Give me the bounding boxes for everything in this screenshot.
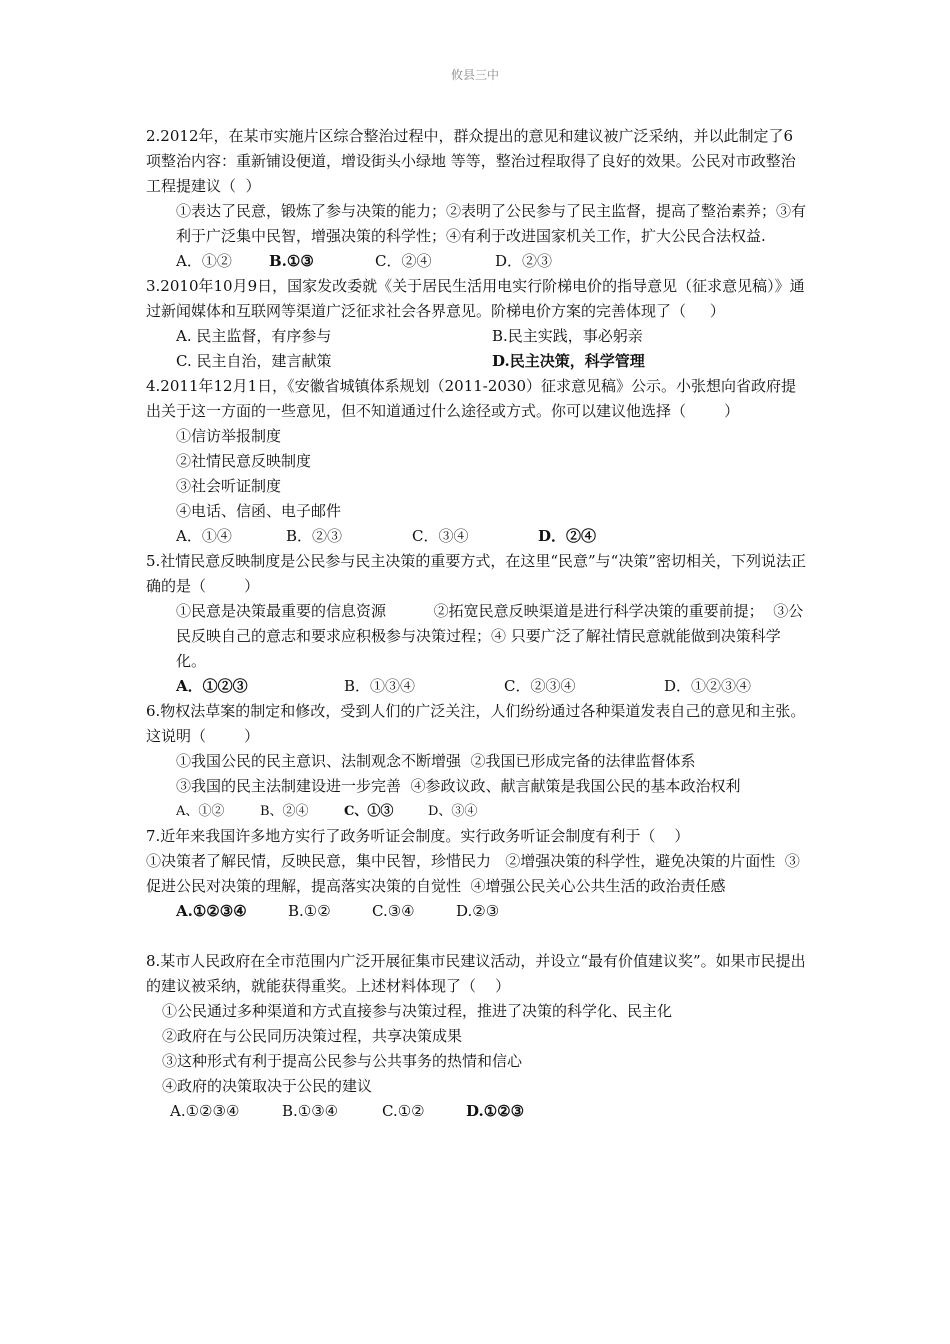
q6-items-line1: ①我国公民的民主意识、法制观念不断增强 ②我国已形成完备的法律监督体系: [176, 752, 696, 770]
q7-options: [146, 899, 808, 924]
q4-option-c[interactable]: C．③④: [412, 527, 469, 545]
q7-option-c[interactable]: C.③④: [372, 902, 415, 920]
q3-option-c[interactable]: C. 民主自治，建言献策: [176, 352, 332, 370]
q4-item-4: ④电话、信函、电子邮件: [176, 502, 342, 520]
q6-option-d[interactable]: D、③④: [428, 804, 478, 819]
q8-option-d[interactable]: D.①②③: [466, 1102, 525, 1120]
q5-items: ①民意是决策最重要的信息资源 ②拓宽民意反映渠道是进行科学决策的重要前提； ③公民反映自己的意志和要求应积极参与决策过程；④ 只要广泛了解社情民意就能做到决策科学化。: [176, 602, 804, 670]
q6-option-c[interactable]: C、①③: [344, 804, 394, 819]
q4-stem: 4.2011年12月1日，《安徽省城镇体系规划（2011-2030）征求意见稿》公示。小张想向省政府提出关于这一方面的一些意见，但不知道通过什么途径或方式。你可以建议他选择（ ）: [146, 377, 797, 420]
q6-option-b[interactable]: B、②④: [260, 804, 309, 819]
q6-items-line2: ③我国的民主法制建设进一步完善 ④参政议政、献言献策是我国公民的基本政治权利: [176, 777, 741, 795]
q7-items: ①决策者了解民情，反映民意，集中民智，珍惜民力 ②增强决策的科学性，避免决策的片面性 ③促进公民对决策的理解，提高落实决策的自觉性 ④增强公民关心公共生活的政治责任感: [146, 852, 800, 895]
q8-options: [146, 1099, 808, 1124]
q3-option-d[interactable]: D.民主决策，科学管理: [492, 352, 645, 370]
q2-option-c[interactable]: C．②④: [375, 252, 432, 270]
q8-item-3: ③这种形式有利于提高公民参与公共事务的热情和信心: [162, 1052, 523, 1070]
q4-item-3: ③社会听证制度: [176, 477, 282, 495]
q2-items: ①表达了民意，锻炼了参与决策的能力；②表明了公民参与了民主监督，提高了整治素养；③有利于广泛集中民智，增强决策的科学性；④有利于改进国家机关工作，扩大公民合法权益.: [176, 202, 807, 245]
q4-item-2: ②社情民意反映制度: [176, 452, 312, 470]
q4-options: [146, 524, 808, 549]
q8-stem: 8.某市人民政府在全市范围内广泛开展征集市民建议活动，并设立“最有价值建议奖”。如果市民提出的建议被采纳，就能获得重奖。上述材料体现了（ ）: [146, 952, 806, 995]
q3-stem: 3.2010年10月9日，国家发改委就《关于居民生活用电实行阶梯电价的指导意见（征求意见稿）》通过新闻媒体和互联网等渠道广泛征求社会各界意见。阶梯电价方案的完善体现了（ ）: [146, 277, 805, 320]
q3-option-b[interactable]: B.民主实践，事必躬亲: [492, 327, 643, 345]
q3-options-row1: [146, 324, 808, 349]
q2-option-d[interactable]: D．②③: [495, 252, 553, 270]
q5-option-c[interactable]: C．②③④: [504, 677, 576, 695]
q4-option-d[interactable]: D．②④: [538, 527, 597, 545]
q2-option-a[interactable]: A．①②: [176, 252, 232, 270]
q8-item-4: ④政府的决策取决于公民的建议: [162, 1077, 373, 1095]
q8-option-c[interactable]: C.①②: [382, 1102, 425, 1120]
q3-options-row2: [146, 349, 808, 374]
q8-item-1: ①公民通过多种渠道和方式直接参与决策过程，推进了决策的科学化、民主化: [162, 1002, 673, 1020]
q4-option-a[interactable]: A．①④: [176, 527, 232, 545]
q5-option-a[interactable]: A．①②③: [176, 677, 248, 695]
q6-option-a[interactable]: A、①②: [176, 804, 225, 819]
q2-option-b[interactable]: B.①③: [269, 252, 314, 270]
q5-options: [146, 674, 808, 699]
q2-stem: 2.2012年，在某市实施片区综合整治过程中，群众提出的意见和建议被广泛采纳，并以此制定了6项整治内容：重新铺设便道，增设街头小绿地 等等，整治过程取得了良好的效果。公民对市政整治工程提建议（ ）: [146, 127, 796, 195]
q5-option-b[interactable]: B．①③④: [344, 677, 416, 695]
q8-option-b[interactable]: B.①③④: [282, 1102, 339, 1120]
q4-item-1: ①信访举报制度: [176, 427, 282, 445]
q7-option-a[interactable]: A.①②③④: [176, 902, 247, 920]
q5-option-d[interactable]: D．①②③④: [664, 677, 752, 695]
q8-option-a[interactable]: A.①②③④: [170, 1102, 240, 1120]
q7-option-d[interactable]: D.②③: [456, 902, 500, 920]
q6-stem: 6.物权法草案的制定和修改，受到人们的广泛关注，人们纷纷通过各种渠道发表自己的意见和主张。这说明（ ）: [146, 702, 806, 745]
q5-stem: 5.社情民意反映制度是公民参与民主决策的重要方式，在这里“民意”与“决策”密切相关，下列说法正确的是（ ）: [146, 552, 806, 595]
q4-option-b[interactable]: B．②③: [286, 527, 343, 545]
page-header: 攸县三中: [450, 68, 499, 82]
question-list: [146, 124, 808, 1124]
q7-option-b[interactable]: B.①②: [288, 902, 331, 920]
q6-options: [146, 799, 808, 824]
q3-option-a[interactable]: A. 民主监督，有序参与: [176, 327, 332, 345]
q7-stem: 7.近年来我国许多地方实行了政务听证会制度。实行政务听证会制度有利于（ ）: [146, 827, 690, 845]
q8-item-2: ②政府在与公民同历决策过程，共享决策成果: [162, 1027, 463, 1045]
q2-options: [146, 249, 808, 274]
